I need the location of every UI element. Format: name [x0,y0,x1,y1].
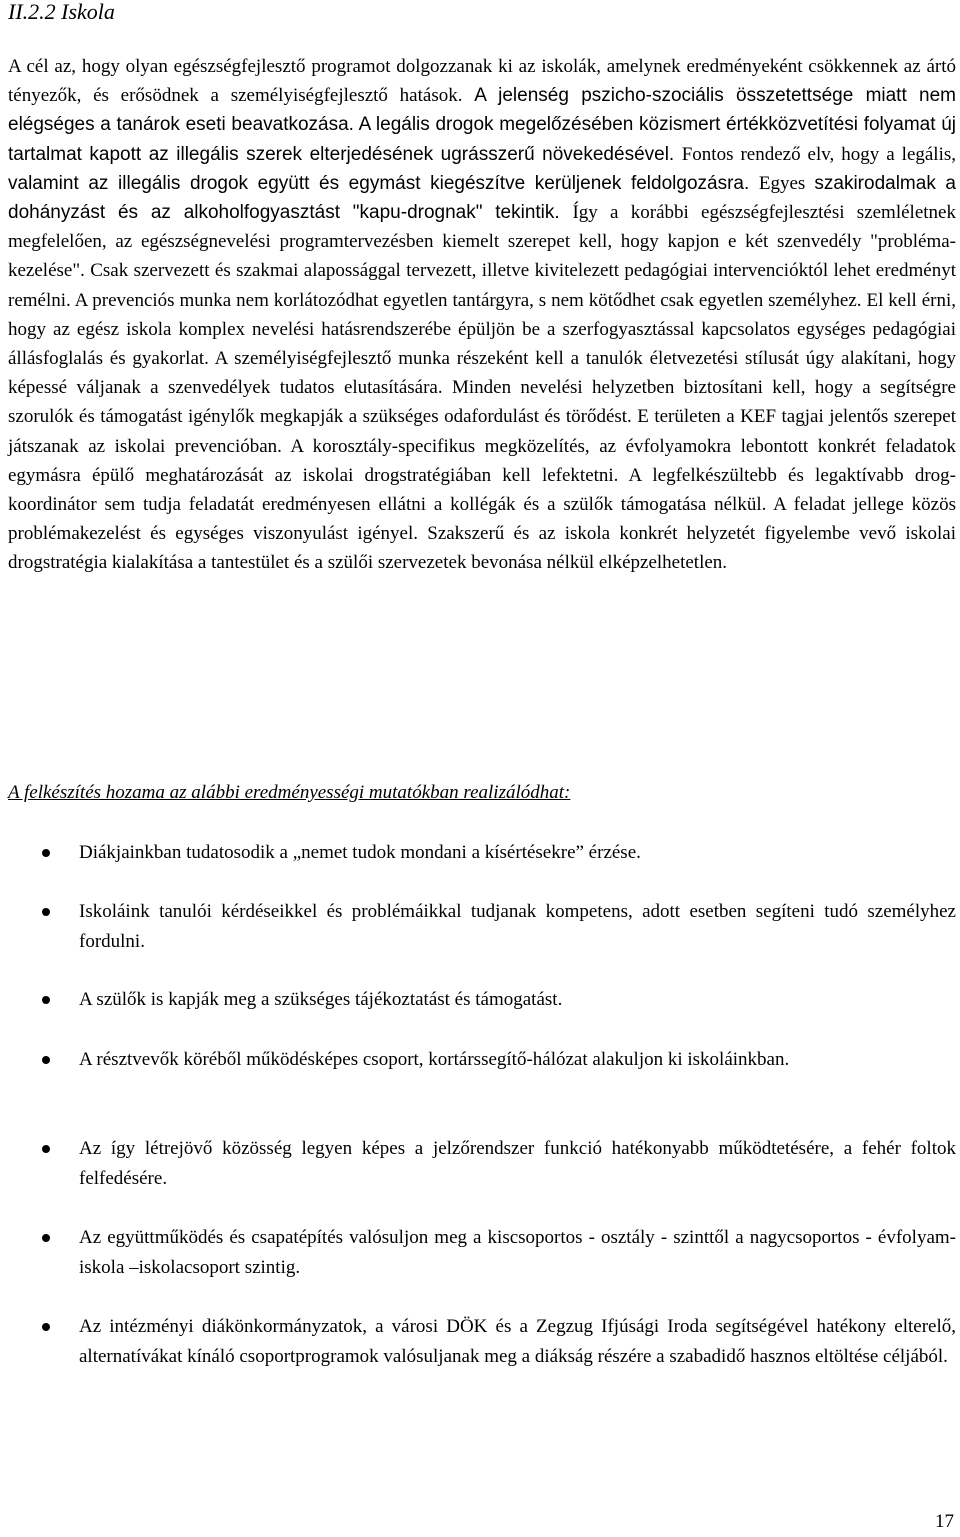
list-item-text: Az így létrejövő közösség legyen képes a jelzőrendszer funkció hatékonyabb működtetésére, a fehér foltok felfedésére. [79,1138,956,1189]
bullet-icon [42,1145,50,1153]
bullet-icon [42,849,50,857]
section-heading: II.2.2 Iskola [8,0,115,24]
list-item-text: A résztvevők köréből működésképes csoport, kortárssegítő-hálózat alakuljon ki iskoláinkban. [79,1049,790,1070]
bullet-icon [42,1323,50,1331]
body-paragraph [8,52,956,578]
results-subheading: A felkészítés hozama az alábbi eredményességi mutatókban realizálódhat: [8,782,571,803]
paragraph-segment: Így a korábbi egészségfejlesztési szemléletnek megfelelően, az egészségnevelési programtervezésben kiemelt szerepet kell, hogy kapjon e két szenvedély "probléma-kezelése". Csak szervezett és szakmai alapossággal tervezett, illetve kivitelezett pedagógiai intervencióktól lehet eredményt remélni. A prevenciós munka nem korlátozódhat egyetlen tantárgyra, s nem kötődhet csak egyetlen személyhez. El kell érni, hogy az egész iskola komplex nevelési hatásrendszerébe épüljön be a szerfogyasztással kapcsolatos egységes pedagógiai állásfoglalás és gyakorlat. A személyiségfejlesztő munka részeként kell a tanulók életvezetési stílusát úgy alakítani, hogy képessé váljanak a szenvedélyek tudatos elutasítására. Minden nevelési helyzetben biztosítani kell, hogy a segítségre szorulók és támogatást igénylők megkapják a szükséges odafordulást és törődést. E területen a KEF tagjai jelentős szerepet játszanak az iskolai prevencióban. A korosztály-specifikus megközelítés, az évfolyamokra lebontott konkrét feladatok egymásra épülő meghatározását az iskolai drogstratégiában kell lefektetni. A legfelkészültebb és legaktívabb drog-koordinátor sem tudja feladatát eredményesen ellátni a kollégák és a szülők támogatása nélkül. A feladat jellege közös problémakezelést és egységes viszonyulást igényel. Szakszerű és az iskola konkrét helyzetét figyelembe vevő iskolai drogstratégia kialakítása a tantestület és a szülői szervezetek bevonása nélkül elképzelhetetlen. [8,202,956,574]
paragraph-segment: A cél az, hogy olyan egészségfejlesztő programot dolgozzanak ki az iskolák, amelynek eredményeként csökkennek az ártó tényezők, és erősödnek a személyiségfejlesztő hatások. [8,56,956,107]
bullet-icon [42,1056,50,1064]
paragraph-segment: szakirodalmak a dohányzást és az alkoholfogyasztást "kapu-drognak" tekintik. [8,172,956,224]
list-item-text: Diákjainkban tudatosodik a „nemet tudok mondani a kísértésekre” érzése. [79,842,641,863]
page-number: 17 [935,1511,954,1532]
paragraph-segment: A jelenség pszicho-szociális összetettsége miatt nem elégséges a tanárok eseti beavatkozása. A legális drogok megelőzésében közismert értékközvetítési folyamat új tartalmat kapott az illegális szerek elterjedésének ugrásszerű növekedésével. [8,85,956,165]
paragraph-segment: Egyes [758,172,815,194]
bullet-icon [42,908,50,916]
paragraph-segment: valamint az illegális drogok együtt és egymást kiegészítve kerüljenek feldolgozásra. [8,172,759,194]
paragraph-segment: Fontos rendező elv, hogy a legális, [681,143,957,165]
list-item-text: Az együttműködés és csapatépítés valósuljon meg a kiscsoportos - osztály - szinttől a nagycsoportos - évfolyam- iskola –iskolacsoport szintig. [79,1227,956,1278]
list-item-text: A szülők is kapják meg a szükséges tájékoztatást és támogatást. [79,989,563,1010]
bullet-icon [42,1234,50,1242]
list-item-text: Az intézményi diákönkormányzatok, a városi DÖK és a Zegzug Ifjúsági Iroda segítségével hatékony elterelő, alternatívákat kínáló csoportprogramok valósuljanak meg a diákság részére a szabadidő hasznos eltöltése céljából. [79,1316,956,1367]
bullet-icon [42,996,50,1004]
list-item-text: Iskoláink tanulói kérdéseikkel és problémáikkal tudjanak kompetens, adott esetben segíteni tudó személyhez fordulni. [79,901,956,952]
